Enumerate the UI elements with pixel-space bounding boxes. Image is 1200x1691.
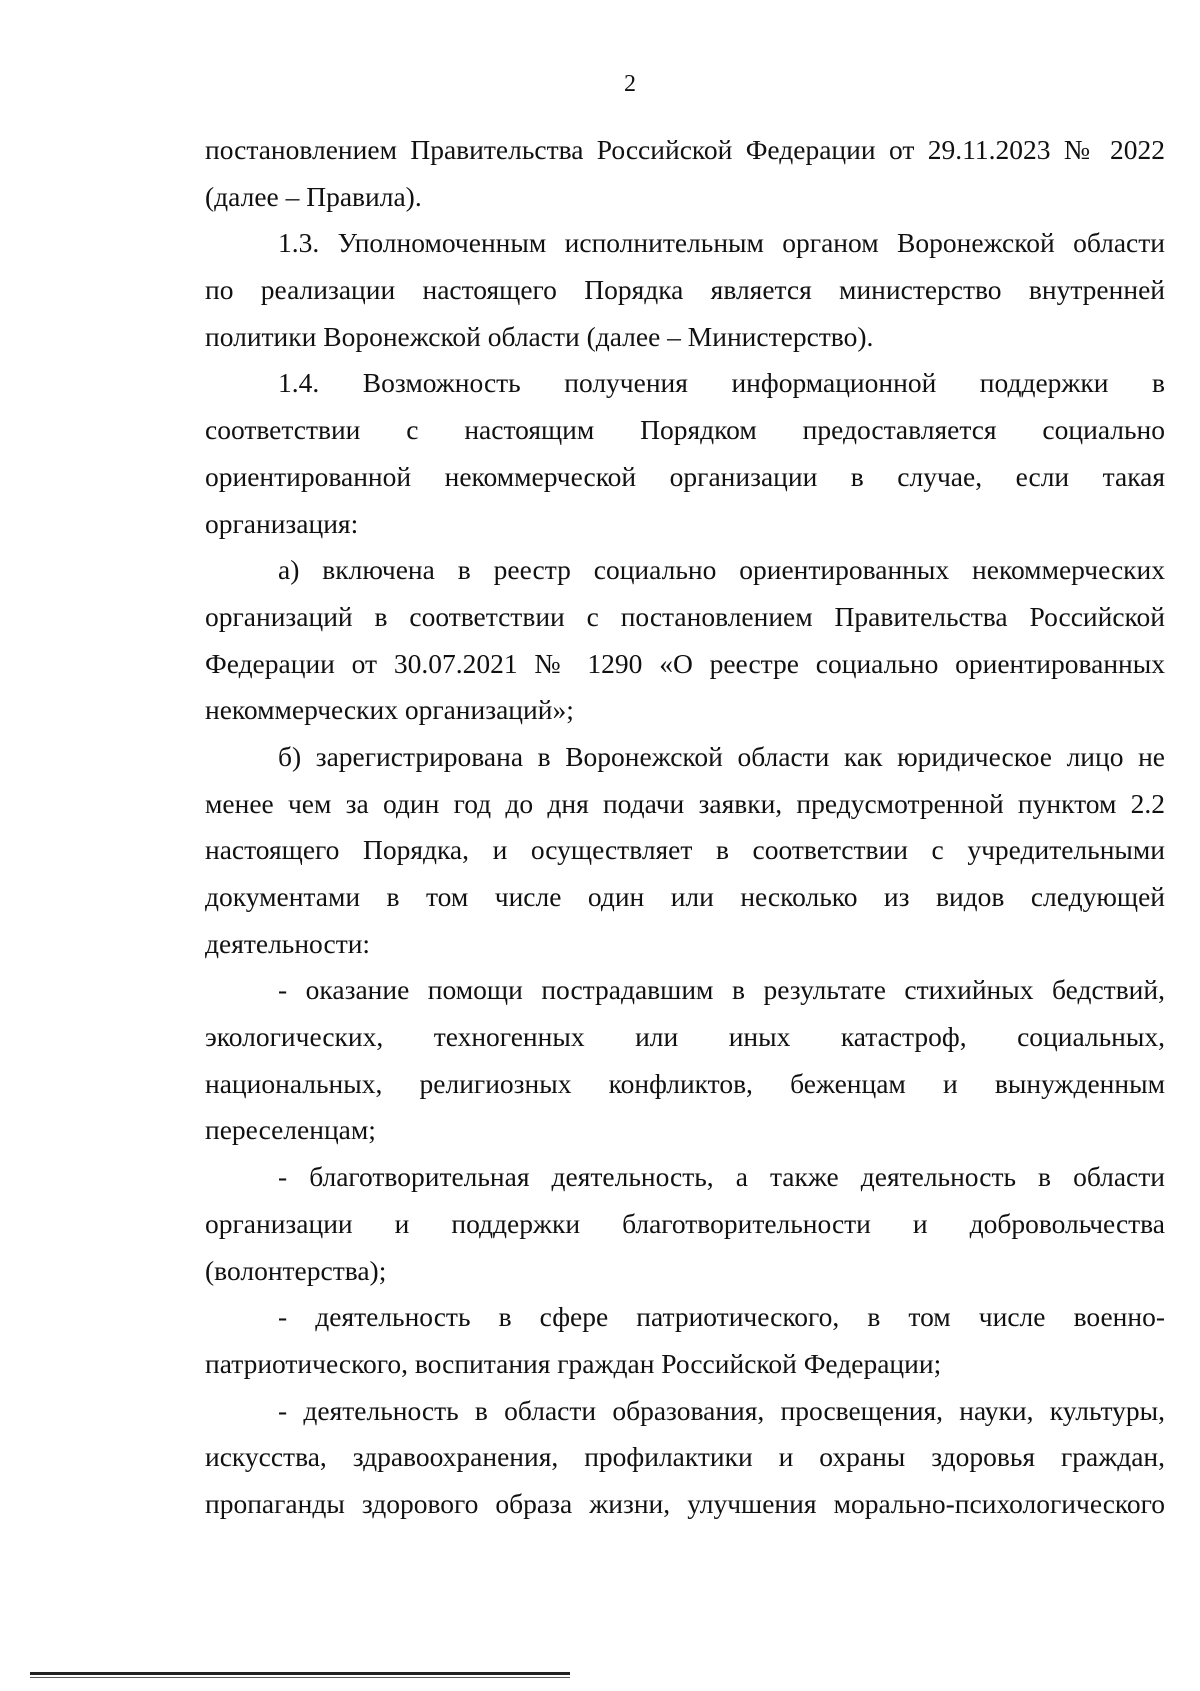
text-line: (волонтерства); (205, 1254, 387, 1286)
text-line: экологических, техногенных или иных катастроф, социальных, (205, 1021, 1165, 1053)
text-line: деятельности: (205, 927, 371, 959)
text-line: Федерации от 30.07.2021 № 1290 «О реестре социально ориентированных (205, 647, 1165, 679)
text-line: - благотворительная деятельность, а также деятельность в области (278, 1161, 1165, 1193)
text-line: пропаганды здорового образа жизни, улучшения морально-психологического (205, 1487, 1165, 1519)
text-line: постановлением Правительства Российской Федерации от 29.11.2023 № 2022 (205, 134, 1165, 165)
text-line: б) зарегистрирована в Воронежской области как юридическое лицо не (278, 740, 1165, 772)
text-line: национальных, религиозных конфликтов, беженцам и вынужденным (205, 1067, 1165, 1099)
text-line: по реализации настоящего Порядка является министерство внутренней (205, 274, 1165, 306)
text-line: менее чем за один год до дня подачи заявки, предусмотренной пунктом 2.2 (205, 787, 1165, 819)
text-line: а) включена в реестр социально ориентированных некоммерческих (278, 554, 1165, 586)
text-line: настоящего Порядка, и осуществляет в соответствии с учредительными (205, 834, 1165, 866)
text-line: - оказание помощи пострадавшим в результате стихийных бедствий, (278, 974, 1165, 1006)
text-line: ориентированной некоммерческой организации в случае, если такая (205, 460, 1165, 492)
text-line: - деятельность в сфере патриотического, в том числе военно- (278, 1301, 1165, 1333)
text-line: политики Воронежской области (далее – Министерство). (205, 320, 874, 352)
text-line: (далее – Правила). (205, 180, 422, 212)
text-line: 1.4. Возможность получения информационной поддержки в (278, 367, 1165, 399)
text-line: документами в том числе один или несколько из видов следующей (205, 881, 1165, 912)
text-line: организаций в соответствии с постановлением Правительства Российской (205, 600, 1165, 632)
text-line: - деятельность в области образования, просвещения, науки, культуры, (278, 1394, 1165, 1426)
text-line: искусства, здравоохранения, профилактики и охраны здоровья граждан, (205, 1441, 1165, 1473)
text-line: 1.3. Уполномоченным исполнительным органом Воронежской области (278, 227, 1165, 259)
footer-rule-thin (30, 1677, 570, 1678)
text-line: патриотического, воспитания граждан Российской Федерации; (205, 1347, 942, 1379)
text-line: организации и поддержки благотворительности и добровольчества (205, 1207, 1165, 1239)
text-line: соответствии с настоящим Порядком предоставляется социально (205, 414, 1165, 446)
page-number: 2 (624, 71, 636, 97)
document-body (205, 127, 1165, 1528)
footer-rule (30, 1672, 570, 1675)
text-line: организация: (205, 507, 359, 539)
text-line: некоммерческих организаций»; (205, 694, 574, 726)
text-line: переселенцам; (205, 1114, 376, 1146)
